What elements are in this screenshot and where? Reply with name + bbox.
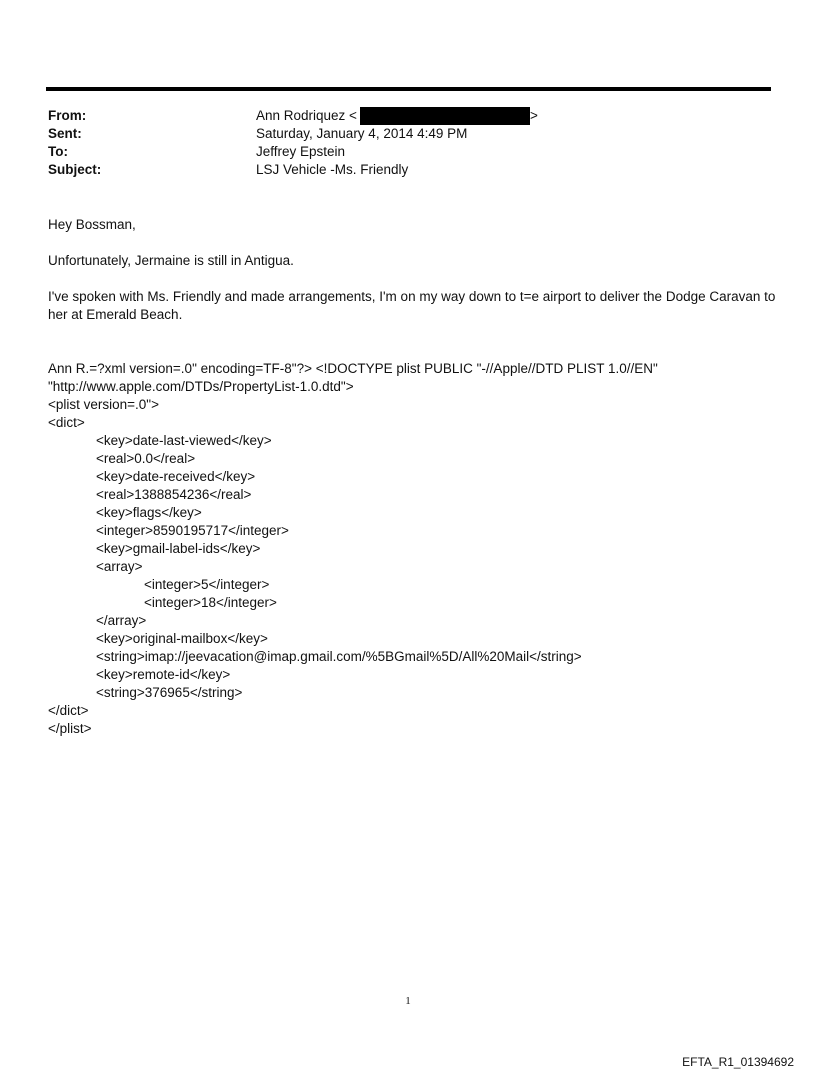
from-label: From: — [48, 108, 87, 123]
plist-line: <dict> — [48, 415, 85, 430]
plist-line: <real>0.0</real> — [96, 451, 196, 466]
email-body — [48, 216, 778, 738]
subject-label: Subject: — [48, 162, 102, 177]
plist-block — [48, 360, 778, 738]
plist-line: <plist version=.0"> — [48, 397, 159, 412]
email-header — [48, 107, 768, 179]
plist-line: <integer>5</integer> — [144, 577, 270, 592]
page-number: 1 — [405, 995, 411, 1007]
sent-label: Sent: — [48, 126, 82, 141]
from-row — [48, 107, 768, 125]
from-name: Ann Rodriquez < — [256, 108, 357, 123]
plist-line: </array> — [96, 613, 147, 628]
plist-line: </dict> — [48, 703, 89, 718]
plist-line: <array> — [96, 559, 143, 574]
to-value: Jeffrey Epstein — [256, 144, 346, 159]
greeting: Hey Bossman, — [48, 217, 136, 232]
plist-line: Ann R.=?xml version=.0" encoding=TF-8"?> <!DOCTYPE plist PUBLIC "-//Apple//DTD PLIST 1.0//EN" — [48, 361, 658, 376]
plist-line: <string>376965</string> — [96, 685, 243, 700]
plist-line: <string>imap://jeevacation@imap.gmail.com/%5BGmail%5D/All%20Mail</string> — [96, 649, 582, 664]
plist-line: <integer>8590195717</integer> — [96, 523, 289, 538]
plist-line: <key>gmail-label-ids</key> — [96, 541, 261, 556]
sent-row — [48, 125, 768, 143]
redaction-box — [360, 107, 530, 125]
from-email-close: > — [529, 108, 538, 123]
plist-line: </plist> — [48, 721, 92, 736]
to-row — [48, 143, 768, 161]
to-label: To: — [48, 144, 68, 159]
plist-line: <real>1388854236</real> — [96, 487, 252, 502]
plist-line: <integer>18</integer> — [144, 595, 277, 610]
subject-row — [48, 161, 768, 179]
header-rule — [46, 87, 771, 91]
from-value — [256, 107, 538, 125]
plist-line: <key>remote-id</key> — [96, 667, 231, 682]
plist-line: <key>original-mailbox</key> — [96, 631, 268, 646]
subject-value: LSJ Vehicle -Ms. Friendly — [256, 162, 409, 177]
plist-line: <key>date-last-viewed</key> — [96, 433, 272, 448]
plist-line: "http://www.apple.com/DTDs/PropertyList-1.0.dtd"> — [48, 379, 354, 394]
body-paragraph-1: Unfortunately, Jermaine is still in Antigua. — [48, 253, 294, 268]
body-paragraph-2: I've spoken with Ms. Friendly and made arrangements, I'm on my way down to t=e airport to deliver the Dodge Caravan to her at Emerald Beach. — [48, 289, 776, 322]
plist-line: <key>date-received</key> — [96, 469, 256, 484]
sent-value: Saturday, January 4, 2014 4:49 PM — [256, 126, 468, 141]
document-id: EFTA_R1_01394692 — [682, 1055, 794, 1069]
plist-line: <key>flags</key> — [96, 505, 202, 520]
